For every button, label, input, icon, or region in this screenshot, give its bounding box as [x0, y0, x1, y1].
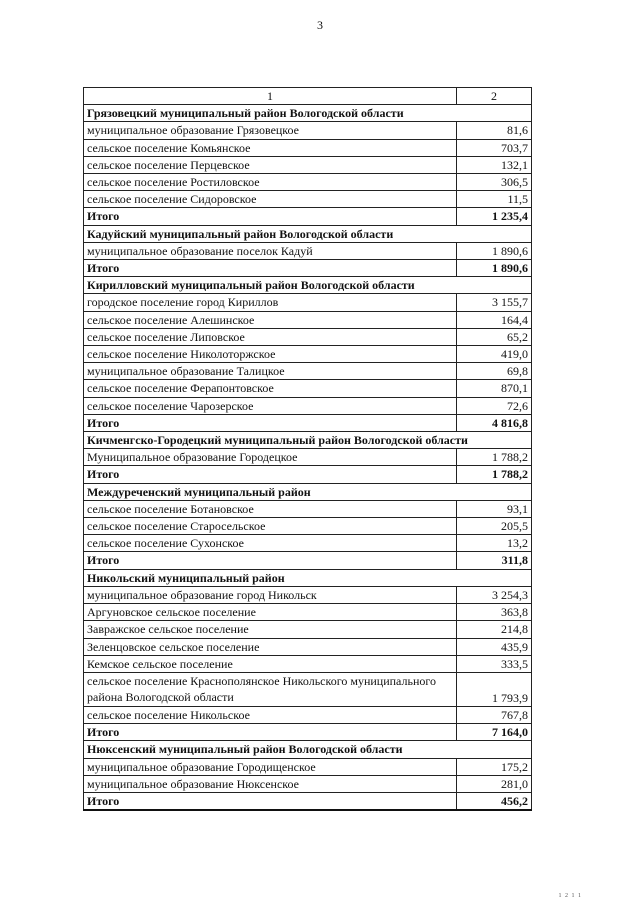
table-body [84, 88, 532, 811]
district-name: Междуреченский муниципальный район [84, 483, 532, 500]
total-row [84, 724, 532, 741]
settlement-name: сельское поселение Старосельское [84, 518, 457, 535]
settlement-value: 164,4 [457, 311, 532, 328]
settlement-value: 175,2 [457, 758, 532, 775]
total-value: 1 890,6 [457, 260, 532, 277]
footer-mark: 1 2 1 1 [558, 893, 582, 899]
settlement-row [84, 346, 532, 363]
header-col-2: 2 [457, 88, 532, 105]
total-label: Итого [84, 260, 457, 277]
settlement-value: 870,1 [457, 380, 532, 397]
district-name: Кадуйский муниципальный район Вологодской области [84, 225, 532, 242]
settlement-name: муниципальное образование поселок Кадуй [84, 242, 457, 259]
total-row [84, 792, 532, 810]
settlement-value: 306,5 [457, 174, 532, 191]
settlement-name: сельское поселение Перцевское [84, 156, 457, 173]
settlement-row [84, 380, 532, 397]
page-number: 3 [317, 18, 323, 32]
settlement-name: муниципальное образование Нюксенское [84, 775, 457, 792]
district-header-row [84, 483, 532, 500]
settlement-name: Муниципальное образование Городецкое [84, 449, 457, 466]
district-header-row [84, 432, 532, 449]
total-row [84, 414, 532, 431]
settlement-value: 281,0 [457, 775, 532, 792]
settlement-value: 1 890,6 [457, 242, 532, 259]
settlement-row [84, 174, 532, 191]
settlement-name: сельское поселение Липовское [84, 328, 457, 345]
total-value: 1 235,4 [457, 208, 532, 225]
district-header-row [84, 105, 532, 122]
settlement-value: 93,1 [457, 500, 532, 517]
settlement-value: 1 788,2 [457, 449, 532, 466]
header-col-1: 1 [84, 88, 457, 105]
settlement-value: 1 793,9 [457, 672, 532, 706]
settlement-name: сельское поселение Краснополянское Никольского муниципального района Вологодской области [84, 672, 457, 706]
settlement-value: 11,5 [457, 191, 532, 208]
settlement-row [84, 294, 532, 311]
district-header-row [84, 225, 532, 242]
total-row [84, 208, 532, 225]
settlement-name: Аргуновское сельское поселение [84, 604, 457, 621]
settlement-name: сельское поселение Ферапонтовское [84, 380, 457, 397]
settlement-row [84, 672, 532, 706]
district-header-row [84, 569, 532, 586]
settlement-name: Завражское сельское поселение [84, 621, 457, 638]
district-header-row [84, 277, 532, 294]
settlement-name: Кемское сельское поселение [84, 655, 457, 672]
total-label: Итого [84, 466, 457, 483]
settlement-value: 13,2 [457, 535, 532, 552]
total-label: Итого [84, 552, 457, 569]
settlement-name: муниципальное образование Грязовецкое [84, 122, 457, 139]
settlement-name: сельское поселение Никольское [84, 706, 457, 723]
settlement-value: 69,8 [457, 363, 532, 380]
total-value: 311,8 [457, 552, 532, 569]
settlement-row [84, 535, 532, 552]
district-name: Кирилловский муниципальный район Вологодской области [84, 277, 532, 294]
settlement-name: сельское поселение Ростиловское [84, 174, 457, 191]
settlement-name: сельское поселение Ботановское [84, 500, 457, 517]
settlement-value: 363,8 [457, 604, 532, 621]
total-row [84, 552, 532, 569]
settlement-row [84, 242, 532, 259]
settlement-name: сельское поселение Сидоровское [84, 191, 457, 208]
total-label: Итого [84, 414, 457, 431]
settlement-name: муниципальное образование Городищенское [84, 758, 457, 775]
total-label: Итого [84, 208, 457, 225]
settlement-value: 703,7 [457, 139, 532, 156]
settlement-row [84, 363, 532, 380]
total-value: 456,2 [457, 792, 532, 810]
total-value: 1 788,2 [457, 466, 532, 483]
settlement-name: сельское поселение Комьянское [84, 139, 457, 156]
settlement-value: 3 254,3 [457, 586, 532, 603]
total-row [84, 466, 532, 483]
settlement-row [84, 638, 532, 655]
settlement-row [84, 604, 532, 621]
district-name: Никольский муниципальный район [84, 569, 532, 586]
settlement-name: городское поселение город Кириллов [84, 294, 457, 311]
settlement-row [84, 328, 532, 345]
settlement-name: сельское поселение Алешинское [84, 311, 457, 328]
header-row [84, 88, 532, 105]
settlement-value: 214,8 [457, 621, 532, 638]
total-row [84, 260, 532, 277]
settlement-name: Зеленцовское сельское поселение [84, 638, 457, 655]
settlement-value: 767,8 [457, 706, 532, 723]
settlement-row [84, 500, 532, 517]
settlement-value: 333,5 [457, 655, 532, 672]
total-label: Итого [84, 792, 457, 810]
settlement-value: 65,2 [457, 328, 532, 345]
settlement-value: 419,0 [457, 346, 532, 363]
total-value: 4 816,8 [457, 414, 532, 431]
settlement-value: 132,1 [457, 156, 532, 173]
district-name: Грязовецкий муниципальный район Вологодской области [84, 105, 532, 122]
settlement-value: 435,9 [457, 638, 532, 655]
settlement-row [84, 191, 532, 208]
settlement-value: 72,6 [457, 397, 532, 414]
settlement-name: сельское поселение Николоторжское [84, 346, 457, 363]
settlement-row [84, 586, 532, 603]
settlement-name: муниципальное образование город Никольск [84, 586, 457, 603]
district-name: Кичменгско-Городецкий муниципальный район Вологодской области [84, 432, 532, 449]
settlement-value: 81,6 [457, 122, 532, 139]
settlement-row [84, 122, 532, 139]
total-label: Итого [84, 724, 457, 741]
settlement-row [84, 775, 532, 792]
settlement-value: 205,5 [457, 518, 532, 535]
settlement-row [84, 518, 532, 535]
total-value: 7 164,0 [457, 724, 532, 741]
settlement-name: сельское поселение Чарозерское [84, 397, 457, 414]
settlement-row [84, 706, 532, 723]
settlement-row [84, 758, 532, 775]
settlement-row [84, 139, 532, 156]
settlement-row [84, 655, 532, 672]
settlement-row [84, 449, 532, 466]
settlement-row [84, 156, 532, 173]
settlement-row [84, 311, 532, 328]
settlement-name: сельское поселение Сухонское [84, 535, 457, 552]
allocation-table [83, 87, 532, 811]
district-name: Нюксенский муниципальный район Вологодской области [84, 741, 532, 758]
settlement-name: муниципальное образование Талицкое [84, 363, 457, 380]
settlement-row [84, 621, 532, 638]
settlement-row [84, 397, 532, 414]
district-header-row [84, 741, 532, 758]
settlement-value: 3 155,7 [457, 294, 532, 311]
